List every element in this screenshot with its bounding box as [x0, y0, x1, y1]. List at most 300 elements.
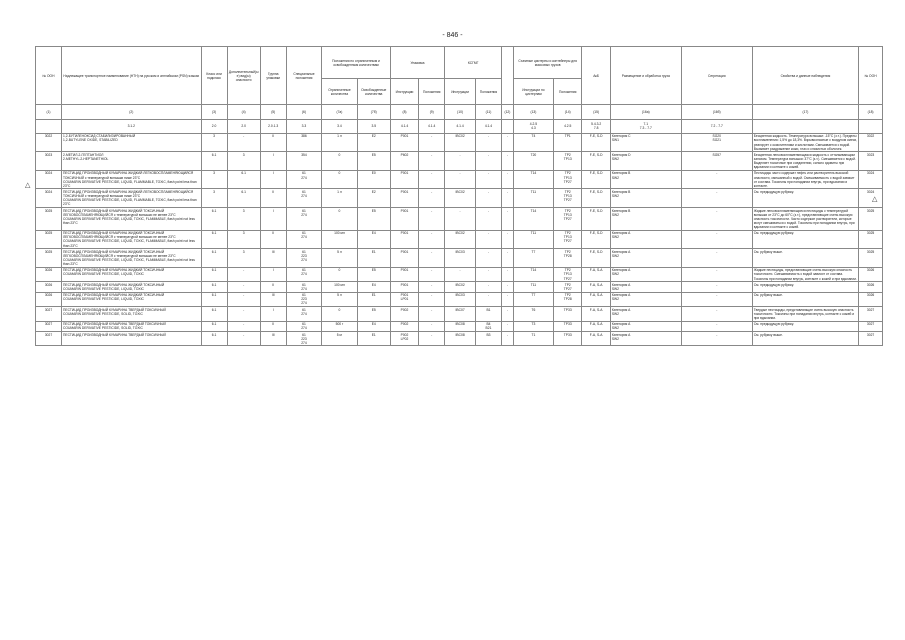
cell-ibc-instruction: -	[445, 267, 476, 281]
table-row	[36, 307, 883, 321]
cell-pack-instruction: P001	[390, 133, 418, 152]
cell-col-12: -	[502, 152, 514, 171]
cell-packing-group: II	[260, 230, 286, 249]
header-ibc: КСГМГ	[445, 47, 502, 79]
cell-name: ПЕСТИЦИД ПРОИЗВОДНЫЙ КУМАРИНА ЖИДКИЙ ТОКСИЧНЫЙ COUMARIN DERIVATIVE PESTICIDE, LIQUID, TOXIC	[62, 267, 202, 281]
cell-ems: F-A, S-A	[582, 331, 610, 345]
header-tank-instructions: Инструкции по цистернам	[513, 79, 553, 105]
cell-tank-instruction: T7	[513, 292, 553, 306]
cell-ibc-provision: -	[475, 152, 501, 171]
column-reference: 2.0	[227, 119, 260, 133]
cell-packing-group: I	[260, 170, 286, 189]
cell-stowage: Категория B SW2	[610, 208, 681, 231]
cell-subsidiary: -	[227, 267, 260, 281]
cell-tank-provision: TP2 TP27	[554, 282, 582, 292]
cell-un-no: 3026	[36, 267, 62, 281]
column-reference: 2.0	[201, 119, 227, 133]
cell-ibc-instruction: IBC02	[445, 133, 476, 152]
cell-limited-qty: 0	[322, 307, 357, 321]
cell-pack-provision: -	[419, 267, 445, 281]
cell-ibc-provision: -	[475, 208, 501, 231]
cell-ems: F-A, S-A	[582, 292, 610, 306]
cell-un-no-right: 3027	[859, 307, 883, 321]
page-number: - 846 -	[442, 32, 463, 39]
cell-col-12: -	[502, 282, 514, 292]
cell-class: 6.1	[201, 249, 227, 268]
cell-segregation: -	[681, 208, 752, 231]
cell-properties: См. предыдущую рубрику.	[752, 189, 858, 208]
cell-pack-provision: -	[419, 292, 445, 306]
cell-ems: F-E, S-D	[582, 133, 610, 152]
cell-ems: F-A, S-A	[582, 282, 610, 292]
cell-segregation: -	[681, 249, 752, 268]
cell-name: ПЕСТИЦИД ПРОИЗВОДНЫЙ КУМАРИНА ТВЕРДЫЙ ТОКСИЧНЫЙ	[62, 331, 202, 345]
header-un-no: № ООН	[36, 47, 62, 105]
cell-packing-group: I	[260, 208, 286, 231]
cell-pack-provision: -	[419, 230, 445, 249]
cell-name: ПЕСТИЦИД ПРОИЗВОДНЫЙ КУМАРИНА ЖИДКИЙ ТОКСИЧНЫЙ ЛЕГКОВОСПЛАМЕНЯЮЩИЙСЯ с температурой вспышки не менее 23°C COUMARIN DERIVATIVE PESTICIDE, LIQUID, TOXIC, FLAMMABLE, flash point not less than 23°C	[62, 208, 202, 231]
column-reference: 3.3	[286, 119, 321, 133]
cell-tank-instruction: T14	[513, 208, 553, 231]
cell-class: 6.1	[201, 152, 227, 171]
cell-tank-instruction: T6	[513, 307, 553, 321]
cell-ibc-provision: B1	[475, 307, 501, 321]
header-stowage: Размещение и обработка груза	[610, 47, 681, 105]
cell-name: 2-МЕТИЛ-2-ГЕПТАНТИОЛ 2-METHYL-2-HEPTANETHIOL	[62, 152, 202, 171]
table-row	[36, 170, 883, 189]
column-reference: 4.1.4	[390, 119, 418, 133]
cell-limited-qty: 100 мл	[322, 282, 357, 292]
cell-name: 1,2-БУТИЛЕНОКСИД СТАБИЛИЗИРОВАННЫЙ 1,2-BUTYLENE OXIDE, STABILIZED	[62, 133, 202, 152]
table-row	[36, 152, 883, 171]
cell-stowage: Категория B SW2	[610, 170, 681, 189]
cell-excepted-qty: E4	[357, 230, 390, 249]
cell-name: ПЕСТИЦИД ПРОИЗВОДНЫЙ КУМАРИНА ЖИДКИЙ ЛЕГКОВОСПЛАМЕНЯЮЩИЙСЯ ТОКСИЧНЫЙ с температурой вспышки ниже 23°C COUMARIN DERIVATIVE PESTICIDE, LIQUID, FLAMMABLE, TOXIC, flash point less than 23°C	[62, 189, 202, 208]
revision-mark-left: △	[25, 182, 31, 189]
cell-col-12: -	[502, 170, 514, 189]
table-row	[36, 267, 883, 281]
column-reference	[752, 119, 858, 133]
cell-properties: Твердые пестициды, представляющие очень высокую опасность токсичности. Токсичны при попадании внутрь, контакте с кожей и при вдыхании.	[752, 307, 858, 321]
column-number: (12)	[502, 105, 514, 119]
cell-pack-provision: -	[419, 331, 445, 345]
cell-excepted-qty: E0	[357, 170, 390, 189]
cell-pack-provision: -	[419, 133, 445, 152]
table-row	[36, 282, 883, 292]
cell-packing-group: I	[260, 307, 286, 321]
cell-segregation: -	[681, 331, 752, 345]
cell-excepted-qty: E4	[357, 321, 390, 331]
cell-packing-group: III	[260, 249, 286, 268]
cell-ibc-provision: -	[475, 292, 501, 306]
cell-limited-qty: 5 л	[322, 292, 357, 306]
column-reference: 7.1 7.3 - 7.7	[610, 119, 681, 133]
cell-un-no-right: 3025	[859, 249, 883, 268]
cell-properties: Жидкие пестициды, представляющие очень высокую опасность токсичности. Смешиваемость с водой зависит от состава. Токсичны при попадании внутрь, контакте с кожей и при вдыхании.	[753, 268, 857, 281]
cell-ibc-provision: -	[475, 249, 501, 268]
header-packagings: Упаковка	[390, 47, 444, 79]
cell-excepted-qty: E2	[357, 189, 390, 208]
cell-pack-instruction: P002	[390, 321, 418, 331]
cell-col-12: -	[502, 208, 514, 231]
column-numbers-row	[36, 105, 883, 119]
column-number: (9)	[419, 105, 445, 119]
table-row	[36, 189, 883, 208]
cell-properties: См. рубрику выше.	[752, 249, 858, 268]
column-number: (6)	[286, 105, 321, 119]
cell-pack-instruction: P001	[390, 249, 418, 268]
cell-stowage: Категория B SW2	[610, 189, 681, 208]
cell-pack-instruction: P602	[390, 152, 418, 171]
column-number: (3)	[201, 105, 227, 119]
cell-name: ПЕСТИЦИД ПРОИЗВОДНЫЙ КУМАРИНА ЖИДКИЙ ТОКСИЧНЫЙ COUMARIN DERIVATIVE PESTICIDE, LIQUID, TOXIC	[62, 282, 202, 292]
cell-un-no-right: 3027	[859, 321, 883, 331]
table-row	[36, 331, 883, 345]
cell-un-no: 3025	[36, 208, 62, 231]
cell-col-12: -	[502, 267, 514, 281]
cell-ibc-provision: -	[475, 133, 501, 152]
cell-subsidiary: -	[227, 307, 260, 321]
header-tank-provisions: Положения	[554, 79, 582, 105]
cell-pack-provision: -	[419, 321, 445, 331]
header-segregation: Сегрегация	[681, 47, 752, 105]
column-number: (18)	[859, 105, 883, 119]
cell-ibc-instruction: IBC02	[445, 189, 476, 208]
cell-ems: F-A, S-A	[582, 267, 610, 281]
cell-ibc-instruction: -	[445, 208, 476, 231]
table-row	[36, 249, 883, 268]
cell-limited-qty: 0	[322, 152, 357, 171]
cell-name: ПЕСТИЦИД ПРОИЗВОДНЫЙ КУМАРИНА ЖИДКИЙ ТОКСИЧНЫЙ ЛЕГКОВОСПЛАМЕНЯЮЩИЙСЯ с температурой вспышки не менее 23°C COUMARIN DERIVATIVE PESTICIDE, LIQUID, TOXIC, FLAMMABLE, flash point not less than 23°C	[62, 230, 202, 249]
revision-mark-right: △	[872, 196, 878, 203]
cell-tank-provision: TP2 TP13 TP27	[554, 189, 582, 208]
header-ibc-provisions: Положения	[475, 79, 501, 105]
cell-ems: F-E, S-D	[582, 170, 610, 189]
cell-pack-instruction: P001	[390, 189, 418, 208]
cell-segregation: -	[681, 189, 752, 208]
column-reference: 3.1.2	[62, 119, 202, 133]
cell-un-no: 3024	[36, 189, 62, 208]
cell-un-no: 3027	[36, 307, 62, 321]
cell-packing-group: I	[260, 267, 286, 281]
cell-stowage: Категория A SW2	[610, 230, 681, 249]
cell-class: 6.1	[201, 282, 227, 292]
cell-limited-qty: 1 л	[322, 189, 357, 208]
cell-special-provisions: 61 274	[286, 321, 321, 331]
cell-ibc-provision: B3	[475, 331, 501, 345]
table-row	[36, 292, 883, 306]
cell-stowage: Категория A SW2	[610, 292, 681, 306]
cell-properties: См. рубрику выше.	[752, 292, 858, 306]
column-number: (14)	[554, 105, 582, 119]
cell-pack-instruction: P001	[390, 230, 418, 249]
cell-properties: Бесцветная легковоспламеняющаяся жидкость с отталкивающим запахом. Температура вспышки: 37°C (з.т.). Смешивается с водой. Выделяет токсичные при соединении, сильно ядовиты при вдыхании и контакте с кожей.	[752, 152, 858, 171]
cell-limited-qty: 0	[322, 267, 357, 281]
cell-excepted-qty: E5	[357, 267, 390, 281]
cell-special-provisions: 61 274	[286, 170, 321, 189]
cell-name: ПЕСТИЦИД ПРОИЗВОДНЫЙ КУМАРИНА ЖИДКИЙ ТОКСИЧНЫЙ COUMARIN DERIVATIVE PESTICIDE, LIQUID, TOXIC	[62, 292, 202, 306]
cell-class: 6.1	[201, 230, 227, 249]
cell-tank-instruction: T1	[513, 331, 553, 345]
cell-special-provisions: 61 274	[286, 307, 321, 321]
column-number: (7б)	[357, 105, 390, 119]
column-reference	[36, 119, 62, 133]
cell-pack-provision: -	[419, 249, 445, 268]
cell-limited-qty: 100 мл	[322, 230, 357, 249]
table-row	[36, 133, 883, 152]
column-reference: 4.1.4	[445, 119, 476, 133]
header-packing-group: Группа упаковки	[260, 47, 286, 105]
header-pack-provisions: Положения	[419, 79, 445, 105]
cell-name: ПЕСТИЦИД ПРОИЗВОДНЫЙ КУМАРИНА ЖИДКИЙ ЛЕГКОВОСПЛАМЕНЯЮЩИЙСЯ ТОКСИЧНЫЙ с температурой вспышки ниже 23°C COUMARIN DERIVATIVE PESTICIDE, LIQUID, FLAMMABLE, TOXIC, flash point less than 23°C	[62, 170, 202, 189]
column-reference: 4.1.4	[419, 119, 445, 133]
header-ibc-instructions: Инструкции	[445, 79, 476, 105]
cell-ems: F-E, S-D	[582, 230, 610, 249]
column-reference: 4.2.5	[554, 119, 582, 133]
column-number: (5)	[260, 105, 286, 119]
cell-name: ПЕСТИЦИД ПРОИЗВОДНЫЙ КУМАРИНА ТВЕРДЫЙ ТОКСИЧНЫЙ COUMARIN DERIVATIVE PESTICIDE, SOLID, TOXIC	[62, 307, 202, 321]
header-limited-excepted: Положения по ограниченным и освобожденным количествам	[322, 47, 391, 79]
cell-subsidiary: 6.1	[227, 170, 260, 189]
cell-tank-provision: TP2 TP13 TP27	[554, 267, 582, 281]
cell-segregation: -	[681, 321, 752, 331]
cell-class: 6.1	[201, 208, 227, 231]
cell-col-12: -	[502, 230, 514, 249]
cell-subsidiary: 6.1	[227, 189, 260, 208]
cell-tank-instruction: T11	[513, 189, 553, 208]
column-number: (4)	[227, 105, 260, 119]
column-number: (1)	[36, 105, 62, 119]
cell-ibc-instruction: IBC02	[445, 282, 476, 292]
column-reference: 5.4.3.2 7.8	[582, 119, 610, 133]
cell-subsidiary: 3	[227, 249, 260, 268]
cell-properties: См. предыдущую рубрику.	[752, 282, 858, 292]
cell-packing-group: III	[260, 292, 286, 306]
cell-properties: См. предыдущую рубрику.	[752, 230, 858, 249]
column-reference: 3.4	[322, 119, 357, 133]
cell-stowage: Категория A SW2	[610, 307, 681, 321]
cell-special-provisions: 61 223 274	[286, 292, 321, 306]
header-pack-instructions: Инструкции	[390, 79, 418, 105]
cell-tank-provision: TP2 TP28	[554, 292, 582, 306]
cell-class: 3	[201, 133, 227, 152]
cell-tank-instruction: T3	[513, 321, 553, 331]
cell-pack-instruction: P001	[390, 267, 418, 281]
header-special-provisions: Специальные положения	[286, 47, 321, 105]
cell-special-provisions: 61 274	[286, 267, 321, 281]
cell-subsidiary: 3	[227, 208, 260, 231]
cell-stowage: Категория A SW2	[610, 249, 681, 268]
header-ems: АкБ	[582, 47, 610, 105]
cell-pack-provision: -	[419, 170, 445, 189]
cell-un-no-right: 3026	[859, 292, 883, 306]
cell-ibc-instruction: IBC08	[445, 331, 476, 345]
column-number: (10)	[445, 105, 476, 119]
cell-excepted-qty: E1	[357, 249, 390, 268]
column-number: (13)	[513, 105, 553, 119]
cell-un-no-right: 3024	[859, 189, 883, 208]
cell-limited-qty: 0	[322, 170, 357, 189]
cell-tank-provision: TP2 TP28	[554, 249, 582, 268]
cell-ibc-provision: -	[475, 189, 501, 208]
cell-subsidiary: -	[227, 321, 260, 331]
column-reference: 7.2 - 7.7	[681, 119, 752, 133]
cell-segregation: -	[681, 282, 752, 292]
column-reference: 3.5	[357, 119, 390, 133]
cell-class: 3	[201, 189, 227, 208]
cell-tank-provision: TP33	[554, 321, 582, 331]
cell-un-no: 3025	[36, 230, 62, 249]
cell-tank-instruction: T7	[513, 249, 553, 268]
column-refs-row	[36, 119, 883, 133]
cell-tank-provision: TP2 TP13 TP27	[554, 208, 582, 231]
cell-tank-provision: TP33	[554, 307, 582, 321]
column-reference	[859, 119, 883, 133]
cell-special-provisions: 61 274	[286, 189, 321, 208]
cell-name: ПЕСТИЦИД ПРОИЗВОДНЫЙ КУМАРИНА ТВЕРДЫЙ ТОКСИЧНЫЙ COUMARIN DERIVATIVE PESTICIDE, SOLID, TOXIC	[62, 321, 202, 331]
cell-ibc-instruction: IBC03	[445, 292, 476, 306]
column-number: (11)	[475, 105, 501, 119]
cell-ibc-instruction: -	[445, 152, 476, 171]
header-un-no-right: № ООН	[859, 47, 883, 105]
cell-pack-provision: -	[419, 208, 445, 231]
cell-segregation: -	[681, 267, 752, 281]
cell-segregation: SG57	[681, 152, 752, 171]
cell-pack-instruction: P001 LP01	[390, 292, 418, 306]
cell-un-no: 3027	[36, 331, 62, 345]
column-number: (15)	[582, 105, 610, 119]
cell-packing-group: II	[260, 282, 286, 292]
cell-col-12: -	[502, 331, 514, 345]
cell-ibc-provision: -	[475, 170, 501, 189]
cell-special-provisions: 386	[286, 133, 321, 152]
cell-ibc-provision: -	[475, 282, 501, 292]
cell-subsidiary: 3	[227, 152, 260, 171]
table-row	[36, 321, 883, 331]
cell-special-provisions: 61 223 274	[286, 249, 321, 268]
header-blank	[502, 47, 514, 105]
column-reference: 2.0.1.3	[260, 119, 286, 133]
header-limited: Ограниченные количества	[322, 79, 357, 105]
cell-class: 6.1	[201, 267, 227, 281]
cell-subsidiary: -	[227, 331, 260, 345]
cell-tank-instruction: T4	[513, 133, 553, 152]
cell-tank-provision: TP2 TP13 TP27	[554, 170, 582, 189]
cell-ibc-instruction: IBC02	[445, 230, 476, 249]
cell-ibc-instruction: IBC08	[445, 321, 476, 331]
cell-limited-qty: 0	[322, 208, 357, 231]
cell-ibc-provision: -	[475, 267, 501, 281]
cell-un-no-right: 3026	[859, 282, 883, 292]
cell-excepted-qty: E1	[357, 331, 390, 345]
cell-tank-provision: TP33	[554, 331, 582, 345]
cell-properties: См. рубрику выше.	[752, 331, 858, 345]
cell-un-no-right: 3024	[859, 170, 883, 189]
cell-stowage: Категория D SW2	[610, 152, 681, 171]
dangerous-goods-table	[35, 46, 883, 346]
header-name: Надлежащее транспортное наименование (НТН) на русском и английском (PSN) языках	[62, 47, 202, 105]
cell-excepted-qty: E5	[357, 208, 390, 231]
cell-class: 6.1	[201, 331, 227, 345]
column-number: (16а)	[610, 105, 681, 119]
cell-class: 3	[201, 170, 227, 189]
column-reference	[502, 119, 514, 133]
cell-segregation: -	[681, 170, 752, 189]
column-number: (16б)	[681, 105, 752, 119]
cell-ems: F-E, S-D	[582, 189, 610, 208]
cell-packing-group: I	[260, 152, 286, 171]
cell-col-12: -	[502, 189, 514, 208]
cell-ems: F-A, S-A	[582, 321, 610, 331]
cell-ibc-provision: B4 B21	[475, 321, 501, 331]
cell-ibc-instruction: IBC07	[445, 307, 476, 321]
cell-ems: F-E, S-D	[582, 249, 610, 268]
cell-un-no: 3026	[36, 292, 62, 306]
cell-limited-qty: 1 л	[322, 133, 357, 152]
cell-col-12: -	[502, 133, 514, 152]
cell-properties: Жидкие легковоспламеняющиеся пестициды с температурой вспышки от 23°C до 60°C (з.т.), представляющие очень высокую опасность токсичности. Часто содержат растворители, которые могут смешиваться с водой. Токсичны при попадании внутрь, при вдыхании и контакте с кожей.	[752, 208, 858, 231]
header-tanks: Съемные цистерны и контейнеры для массовых грузов	[513, 47, 582, 79]
cell-ibc-instruction: IBC03	[445, 249, 476, 268]
cell-excepted-qty: E1	[357, 292, 390, 306]
cell-ems: F-E, S-D	[582, 152, 610, 171]
cell-un-no: 3023	[36, 152, 62, 171]
cell-tank-instruction: T14	[513, 170, 553, 189]
cell-un-no: 3026	[36, 282, 62, 292]
cell-packing-group: II	[260, 133, 286, 152]
cell-segregation: -	[681, 307, 752, 321]
cell-segregation: SG20 SG21	[681, 133, 752, 152]
cell-class: 6.1	[201, 307, 227, 321]
cell-tank-provision: TP1	[554, 133, 582, 152]
cell-class: 6.1	[201, 292, 227, 306]
cell-segregation: -	[681, 230, 752, 249]
cell-un-no-right: 3023	[859, 152, 883, 171]
cell-ibc-instruction: -	[445, 170, 476, 189]
cell-packing-group: II	[260, 321, 286, 331]
cell-pack-provision: -	[419, 282, 445, 292]
cell-stowage: Категория C SW1	[610, 133, 681, 152]
cell-properties: Пестициды часто содержат нефть или растворитель высокой опасности, смешанный с водой. Смешиваемость с водой зависит от состава. Токсичны при попадании внутрь, при вдыхании и контакте.	[752, 170, 858, 189]
cell-pack-instruction: P001	[390, 208, 418, 231]
cell-tank-provision: TP2 TP13 TP27	[554, 230, 582, 249]
column-number: (17)	[752, 105, 858, 119]
cell-special-provisions: 61 274	[286, 230, 321, 249]
header-properties: Свойства и данные наблюдения	[752, 47, 858, 105]
table-row	[36, 208, 883, 231]
cell-excepted-qty: E5	[357, 152, 390, 171]
cell-excepted-qty: E5	[357, 307, 390, 321]
cell-name: ПЕСТИЦИД ПРОИЗВОДНЫЙ КУМАРИНА ЖИДКИЙ ТОКСИЧНЫЙ ЛЕГКОВОСПЛАМЕНЯЮЩИЙСЯ с температурой вспышки не менее 23°C COUMARIN DERIVATIVE PESTICIDE, LIQUID, TOXIC, FLAMMABLE, flash point not less than 23°C	[62, 249, 202, 268]
cell-stowage: Категория A SW2	[610, 282, 681, 292]
cell-special-provisions: 354	[286, 152, 321, 171]
cell-ibc-provision: -	[475, 230, 501, 249]
header-excepted: Освобожденные количества	[357, 79, 390, 105]
cell-ems: F-E, S-D	[582, 208, 610, 231]
cell-special-provisions: 61 274	[286, 208, 321, 231]
cell-un-no-right: 3026	[859, 267, 883, 281]
header-class: Класс или подкласс	[201, 47, 227, 105]
cell-un-no: 3022	[36, 133, 62, 152]
column-number: (8)	[390, 105, 418, 119]
column-number: (7а)	[322, 105, 357, 119]
cell-un-no-right: 3025	[859, 230, 883, 249]
cell-properties: См. предыдущую рубрику.	[752, 321, 858, 331]
cell-tank-instruction: T20	[513, 152, 553, 171]
cell-pack-provision: -	[419, 307, 445, 321]
cell-un-no: 3027	[36, 321, 62, 331]
cell-special-provisions: 61 274	[286, 282, 321, 292]
